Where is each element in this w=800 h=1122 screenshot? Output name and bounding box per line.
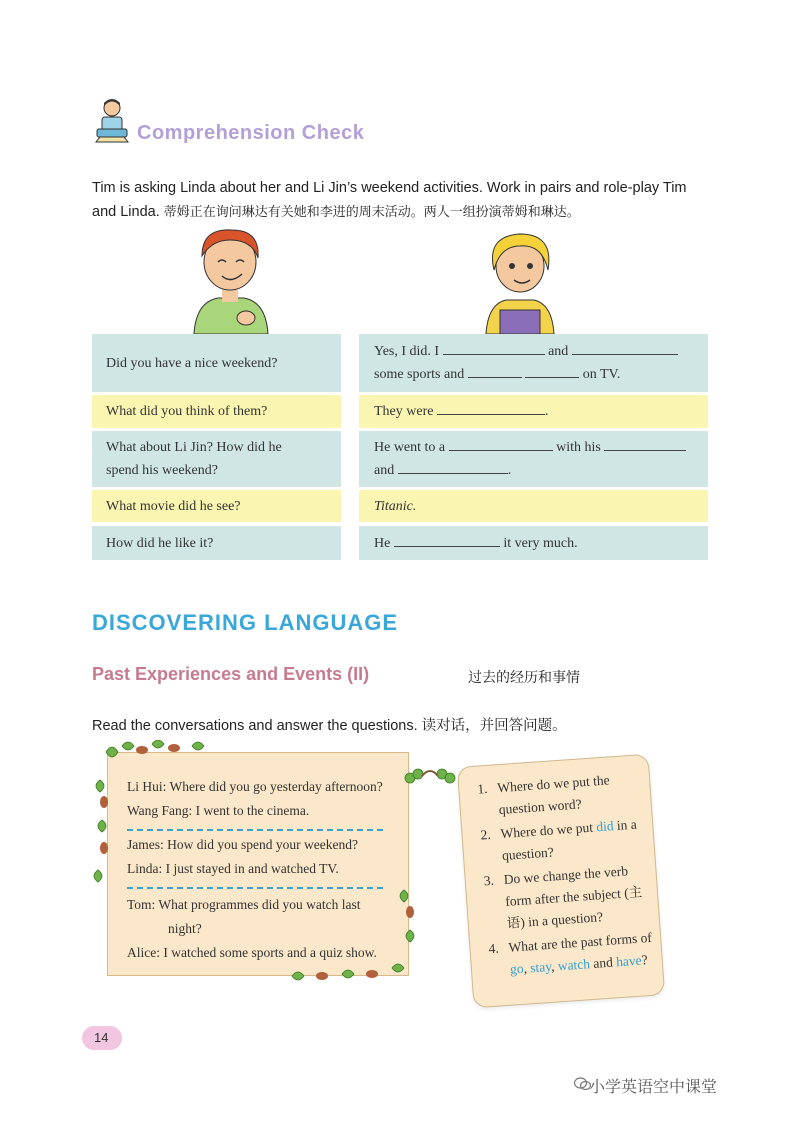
answer-blank[interactable] — [449, 438, 553, 451]
keyword: have — [615, 952, 643, 970]
answer-cell: Yes, I did. I and some sports and on TV. — [359, 334, 708, 392]
question-cell: What did you think of them? — [92, 395, 341, 428]
answer-cell: They were . — [359, 395, 708, 428]
intro-text — [92, 176, 712, 225]
table-row — [92, 334, 708, 392]
intro-zh: 蒂姆正在询问琳达有关她和李进的周末活动。两人一组扮演蒂姆和琳达。 — [163, 205, 580, 220]
question-cell: How did he like it? — [92, 526, 341, 560]
clover-connector-icon — [402, 764, 458, 790]
linda-character — [480, 226, 560, 334]
intro-en: Tim is asking Linda about her and Li Jin’s weekend activities. Work in pairs and role-play Tim and Linda. — [92, 180, 687, 220]
answer-blank[interactable] — [443, 342, 545, 355]
conversation-line: Wang Fang: I went to the cinema. — [127, 803, 310, 818]
question-cell: What movie did he see? — [92, 490, 341, 522]
watermark-text: 小学英语空中课堂 — [589, 1077, 718, 1096]
answer-blank[interactable] — [394, 534, 500, 547]
dashed-divider — [127, 829, 383, 831]
conversation-line: Li Hui: Where did you go yesterday afternoon? — [127, 779, 383, 794]
instruction-text: Read the conversations and answer the questions. 读对话，并回答问题。 — [92, 718, 567, 734]
keyword: watch — [557, 956, 591, 974]
section-title: Comprehension Check — [137, 122, 365, 144]
conversation-line: Alice: I watched some sports and a quiz show. — [127, 945, 377, 960]
subsection-heading: Past Experiences and Events (II) — [92, 664, 370, 684]
question-item: 1. Where do we put the question word? — [476, 772, 611, 818]
tim-character — [188, 222, 272, 334]
questions-card — [457, 754, 665, 1009]
dashed-divider — [127, 887, 383, 889]
table-row — [92, 526, 708, 560]
section-heading: DISCOVERING LANGUAGE — [92, 610, 399, 635]
answer-blank[interactable] — [468, 365, 522, 378]
conversation-line: Tom: What programmes did you watch last — [127, 897, 361, 912]
answer-blank[interactable] — [398, 461, 508, 474]
keyword: did — [595, 818, 615, 835]
answer-blank[interactable] — [437, 402, 545, 415]
answer-cell: He went to a with his and . — [359, 431, 708, 487]
keyword: go — [509, 960, 525, 977]
questions-list — [477, 767, 661, 984]
question-cell: Did you have a nice weekend? — [92, 334, 341, 392]
reading-boy-icon — [92, 96, 132, 144]
answer-cell: He it very much. — [359, 526, 708, 560]
table-row — [92, 395, 708, 428]
answer-blank[interactable] — [572, 342, 678, 355]
answer-blank[interactable] — [525, 365, 579, 378]
question-item: 3. Do we change the verb form after the subject (主语) in a question? — [483, 863, 643, 931]
conversation-line: night? — [168, 921, 202, 936]
answer-blank[interactable] — [604, 438, 686, 451]
subsection-heading-zh: 过去的经历和事情 — [468, 670, 580, 686]
page-number: 14 — [82, 1026, 122, 1050]
keyword: stay — [529, 958, 552, 976]
question-item: 2. Where do we put did in a question? — [480, 816, 638, 864]
conversation-line: Linda: I just stayed in and watched TV. — [127, 861, 339, 876]
table-row — [92, 431, 708, 487]
answer-cell: Titanic. — [359, 490, 708, 522]
table-row — [92, 490, 708, 522]
question-cell: What about Li Jin? How did he spend his weekend? — [92, 431, 341, 487]
question-item: 4. What are the past forms of go, stay, watch and have? — [488, 929, 653, 977]
conversation-line: James: How did you spend your weekend? — [127, 837, 358, 852]
